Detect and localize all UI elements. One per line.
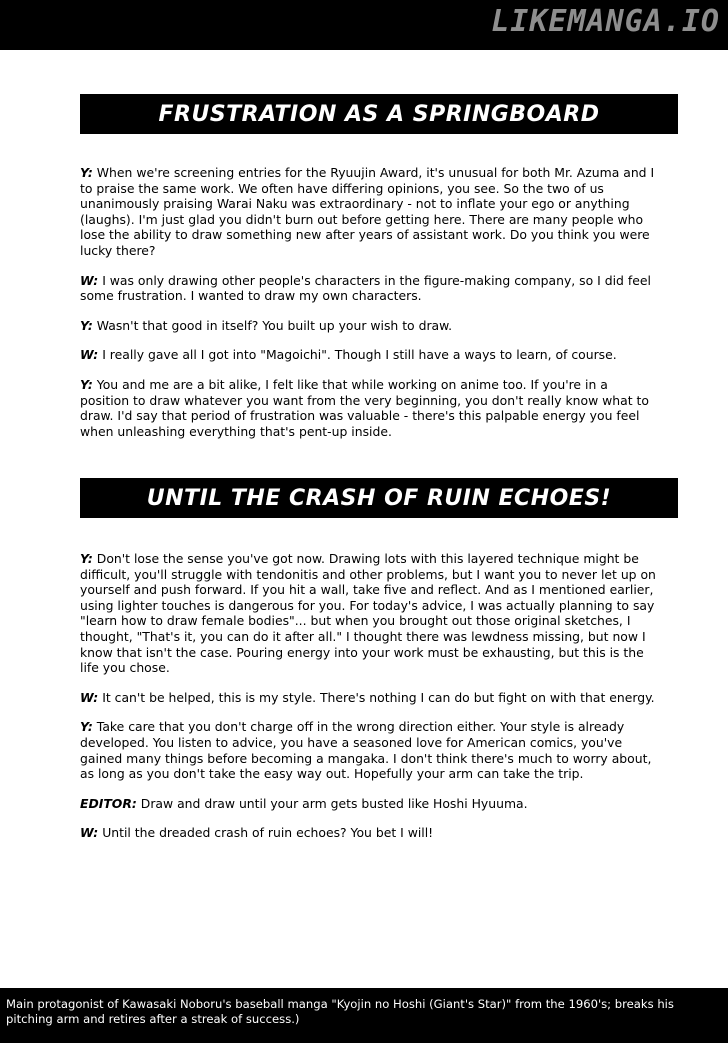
- speaker-label: EDITOR:: [80, 795, 137, 811]
- dialogue-paragraph: [80, 719, 660, 781]
- section-body-crash: [80, 551, 660, 855]
- dialogue-text: Wasn't that good in itself? You built up your wish to draw.: [92, 317, 453, 333]
- speaker-label: Y:: [80, 165, 93, 180]
- dialogue-text: I was only drawing other people's characters in the figure-making company, so I did feel some frustration. I wanted to draw my own characters.: [80, 272, 651, 304]
- speaker-label: W:: [80, 825, 99, 841]
- dialogue-text: You and me are a bit alike, I felt like that while working on anime too. If you're in a position to draw whatever you want from the very beginning, you don't really know what to draw. I'd say that period of frustration was valuable - there's this palpable energy you feel when unleashing everything that's pent-up inside.: [80, 376, 649, 439]
- speaker-label: Y:: [80, 317, 93, 333]
- dialogue-paragraph: [80, 377, 660, 439]
- dialogue-paragraph: [80, 318, 660, 334]
- speaker-label: Y:: [80, 551, 93, 566]
- dialogue-paragraph: [80, 796, 660, 812]
- top-banner: [0, 0, 728, 50]
- dialogue-paragraph: [80, 551, 660, 676]
- dialogue-text: When we're screening entries for the Ryuujin Award, it's unusual for both Mr. Azuma and I to praise the same work. We often have differing opinions, you see. So the two of us unanimously praising Warai Naku was extraordinary - not to inflate your ego or anything (laughs). I'm just glad you didn't burn out before getting here. There are many people who lose the ability to draw something new after years of assistant work. Do you think you were lucky there?: [80, 165, 655, 258]
- footnote-bar: [0, 988, 728, 1043]
- section-heading-crash: UNTIL THE CRASH OF RUIN ECHOES!: [80, 478, 678, 518]
- speaker-label: W:: [80, 689, 99, 705]
- speaker-label: W:: [80, 347, 99, 363]
- dialogue-text: Don't lose the sense you've got now. Drawing lots with this layered technique might be difficult, you'll struggle with tendonitis and other problems, but I want you to never let up on yourself and push forward. If you hit a wall, take five and reflect. And as I mentioned earlier, using lighter touches is dangerous for you. For today's advice, I was actually planning to say "learn how to draw female bodies"... but when you brought out those original sketches, I thought, "That's it, you can do it after all." I thought there was lewdness missing, but now I know that isn't the case. Pouring energy into your work must be exhausting, but this is the life you chose.: [80, 551, 656, 676]
- speaker-label: Y:: [80, 719, 93, 735]
- dialogue-paragraph: [80, 825, 660, 841]
- dialogue-text: Take care that you don't charge off in the wrong direction either. Your style is already developed. You listen to advice, you have a seasoned love for American comics, you've gained many things before becoming a mangaka. I don't think there's much to worry about, as long as you don't take the easy way out. Hopefully your arm can take the trip.: [80, 719, 652, 782]
- dialogue-paragraph: [80, 347, 660, 363]
- speaker-label: Y:: [80, 376, 93, 392]
- footnote-text: Main protagonist of Kawasaki Noboru's baseball manga "Kyojin no Hoshi (Giant's Star)" from the 1960's; breaks his pitching arm and retires after a streak of success.): [6, 997, 674, 1026]
- dialogue-paragraph: [80, 165, 660, 259]
- dialogue-text: Until the dreaded crash of ruin echoes? You bet I will!: [98, 825, 434, 841]
- section-body-frustration: [80, 165, 660, 453]
- dialogue-text: I really gave all I got into "Magoichi". Though I still have a ways to learn, of course.: [98, 347, 617, 363]
- dialogue-text: It can't be helped, this is my style. There's nothing I can do but fight on with that energy.: [98, 689, 655, 705]
- section-heading-frustration: FRUSTRATION AS A SPRINGBOARD: [80, 94, 678, 134]
- dialogue-paragraph: [80, 273, 660, 304]
- dialogue-text: Draw and draw until your arm gets busted like Hoshi Hyuuma.: [136, 795, 528, 811]
- dialogue-paragraph: [80, 690, 660, 706]
- speaker-label: W:: [80, 272, 99, 288]
- site-watermark: LIKEMANGA.IO: [491, 4, 720, 39]
